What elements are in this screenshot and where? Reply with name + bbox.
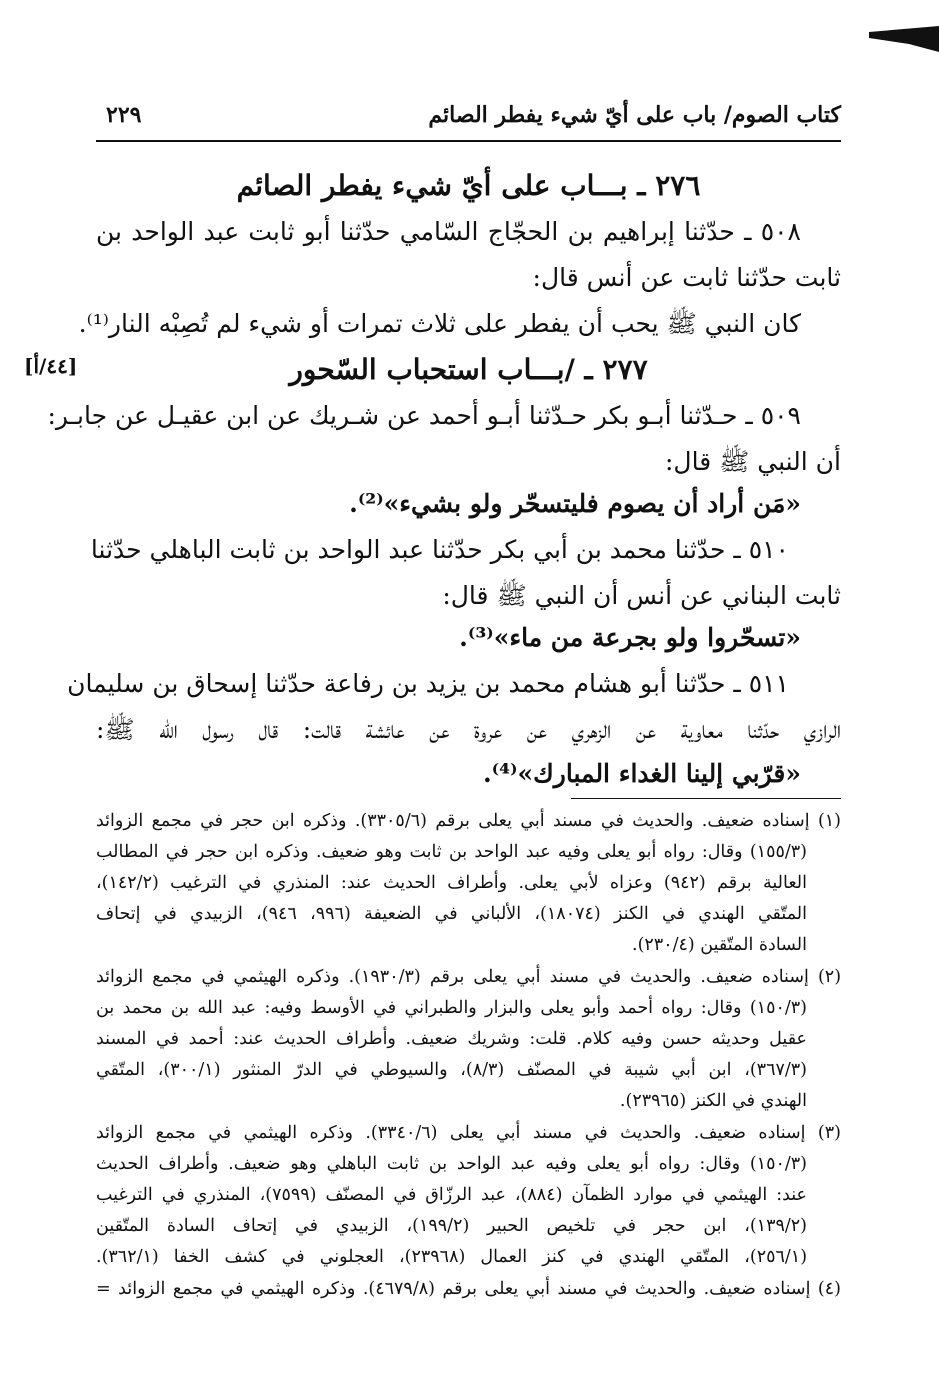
footnote-1-line: العالية برقم (٩٤٢) وعزاه لأبي يعلى. وأطراف الحديث عند: المنذري في الترغيب (١٤٢/٢)، — [96, 873, 807, 893]
footnote-3-line: عند: الهيثمي في موارد الظمآن (٨٨٤)، عبد الرزّاق في المصنّف (٧٥٩٩)، المنذري في الترغيب — [96, 1185, 807, 1205]
hadith-510-matn: «تسحّروا ولو بجرعة من ماء»⁽³⁾. — [459, 623, 801, 652]
footnote-2-line: عقيل وحديثه حسن وفيه كلام. قلت: وشريك ضعيف. وأطراف الحديث عند: أحمد في المسند — [96, 1029, 807, 1049]
page-number: ٢٢٩ — [106, 102, 142, 128]
hadith-509-matn: «مَن أراد أن يصوم فليتسحّر ولو بشيء»⁽²⁾. — [349, 489, 801, 518]
hadith-511-line-1: ٥١١ ـ حدّثنا أبو هشام محمد بن يزيد بن رفاعة حدّثنا إسحاق بن سليمان — [67, 669, 789, 698]
hadith-510-line-1: ٥١٠ ـ حدّثنا محمد بن أبي بكر حدّثنا عبد الواحد بن ثابت الباهلي حدّثنا — [90, 535, 789, 564]
manuscript-folio-marker: [٤٤/أ] — [24, 354, 78, 378]
hadith-511-matn: «قرّبي إلينا الغداء المبارك»⁽⁴⁾. — [482, 759, 801, 788]
footnote-separator — [571, 798, 841, 799]
hadith-508-matn: كان النبي ﷺ يحب أن يفطر على ثلاث تمرات أو شيء لم تُصِبْه النار⁽¹⁾. — [78, 309, 801, 338]
running-header — [96, 94, 841, 142]
footnote-1-line: السادة المتّقين (٢٣٠/٤). — [632, 935, 807, 955]
hadith-509-line-1: ٥٠٩ ـ حـدّثنا أبـو بكر حـدّثنا أبـو أحمد عن شـريك عن ابن عقيـل عن جابـر: — [47, 401, 801, 430]
footnote-3-line: (٣) إسناده ضعيف. والحديث في مسند أبي يعلى (٣٣٤٠/٦). وذكره الهيثمي في مجمع الزوائد — [96, 1123, 841, 1143]
hadith-510-line-2: ثابت البناني عن أنس أن النبي ﷺ قال: — [442, 581, 841, 610]
hadith-508-line-2: ثابت حدّثنا ثابت عن أنس قال: — [532, 263, 841, 292]
footnote-2-line: (١٥٠/٣) وقال: رواه أحمد وأبو يعلى والبزار والطبراني في الأوسط وفيه: عبد الله بن محمد بن — [96, 998, 807, 1018]
hadith-508-line-1: ٥٠٨ ـ حدّثنا إبراهيم بن الحجّاج السّامي حدّثنا أبو ثابت عبد الواحد بن — [96, 217, 801, 246]
footnote-2-line: (٣٦٧/٣)، ابن أبي شيبة في المصنّف (٨/٣)، والسيوطي في الدرّ المنثور (٣٠٠/١)، المتّقي — [96, 1060, 807, 1080]
footnote-1-line: (١) إسناده ضعيف. والحديث في مسند أبي يعلى برقم (٣٣٠٥/٦). وذكره ابن حجر في مجمع الزوائد — [96, 811, 841, 831]
footnote-3-line: (١٣٩/٢)، ابن حجر في تلخيص الحبير (١٩٩/٢)، الزبيدي في إتحاف السادة المتّقين — [96, 1216, 807, 1236]
book-page — [24, 94, 842, 1334]
footnote-3-line: (١٥٠/٣) وقال: رواه أبو يعلى وفيه عبد الواحد بن ثابت الباهلي وهو ضعيف. وأطراف الحديث — [96, 1154, 807, 1174]
footnote-1-line: المتّقي الهندي في الكنز (١٨٠٧٤)، الألباني في الضعيفة (٩٩٦، ٩٤٦)، الزبيدي في إتحاف — [96, 904, 808, 924]
scan-edge-mark — [869, 26, 939, 52]
footnote-1-line: (١٥٥/٣) وقال: رواه أبو يعلى وفيه عبد الواحد بن ثابت وهو ضعيف. وذكره ابن حجر في المطالب — [96, 842, 807, 862]
footnote-4-line: (٤) إسناده ضعيف. والحديث في مسند أبي يعلى برقم (٤٦٧٩/٨). وذكره الهيثمي في مجمع الزوائد = — [96, 1279, 841, 1299]
hadith-509-line-2: أن النبي ﷺ قال: — [665, 447, 841, 476]
chapter-heading-276: ٢٧٦ ـ بـــاب على أيّ شيء يفطر الصائم — [236, 169, 701, 202]
footnote-2-line: الهندي في الكنز (٢٣٩٦٥). — [619, 1091, 807, 1111]
hadith-511-line-2: الرازي حدّثنا معاوية عن الزهري عن عروة عن عائشة قالت: قال رسول الله ﷺ: — [96, 715, 842, 744]
chapter-heading-277: ٢٧٧ ـ /بـــاب استحباب السّحور — [289, 353, 648, 386]
running-title: كتاب الصوم/ باب على أيّ شيء يفطر الصائم — [428, 102, 841, 128]
footnote-3-line: (٢٥٦/١)، المتّقي الهندي في كنز العمال (٢٣٩٦٨)، العجلوني في كشف الخفا (٣٦٢/١). — [96, 1247, 808, 1267]
footnote-2-line: (٢) إسناده ضعيف. والحديث في مسند أبي يعلى برقم (١٩٣٠/٣). وذكره الهيثمي في مجمع الزوائد — [96, 967, 842, 987]
